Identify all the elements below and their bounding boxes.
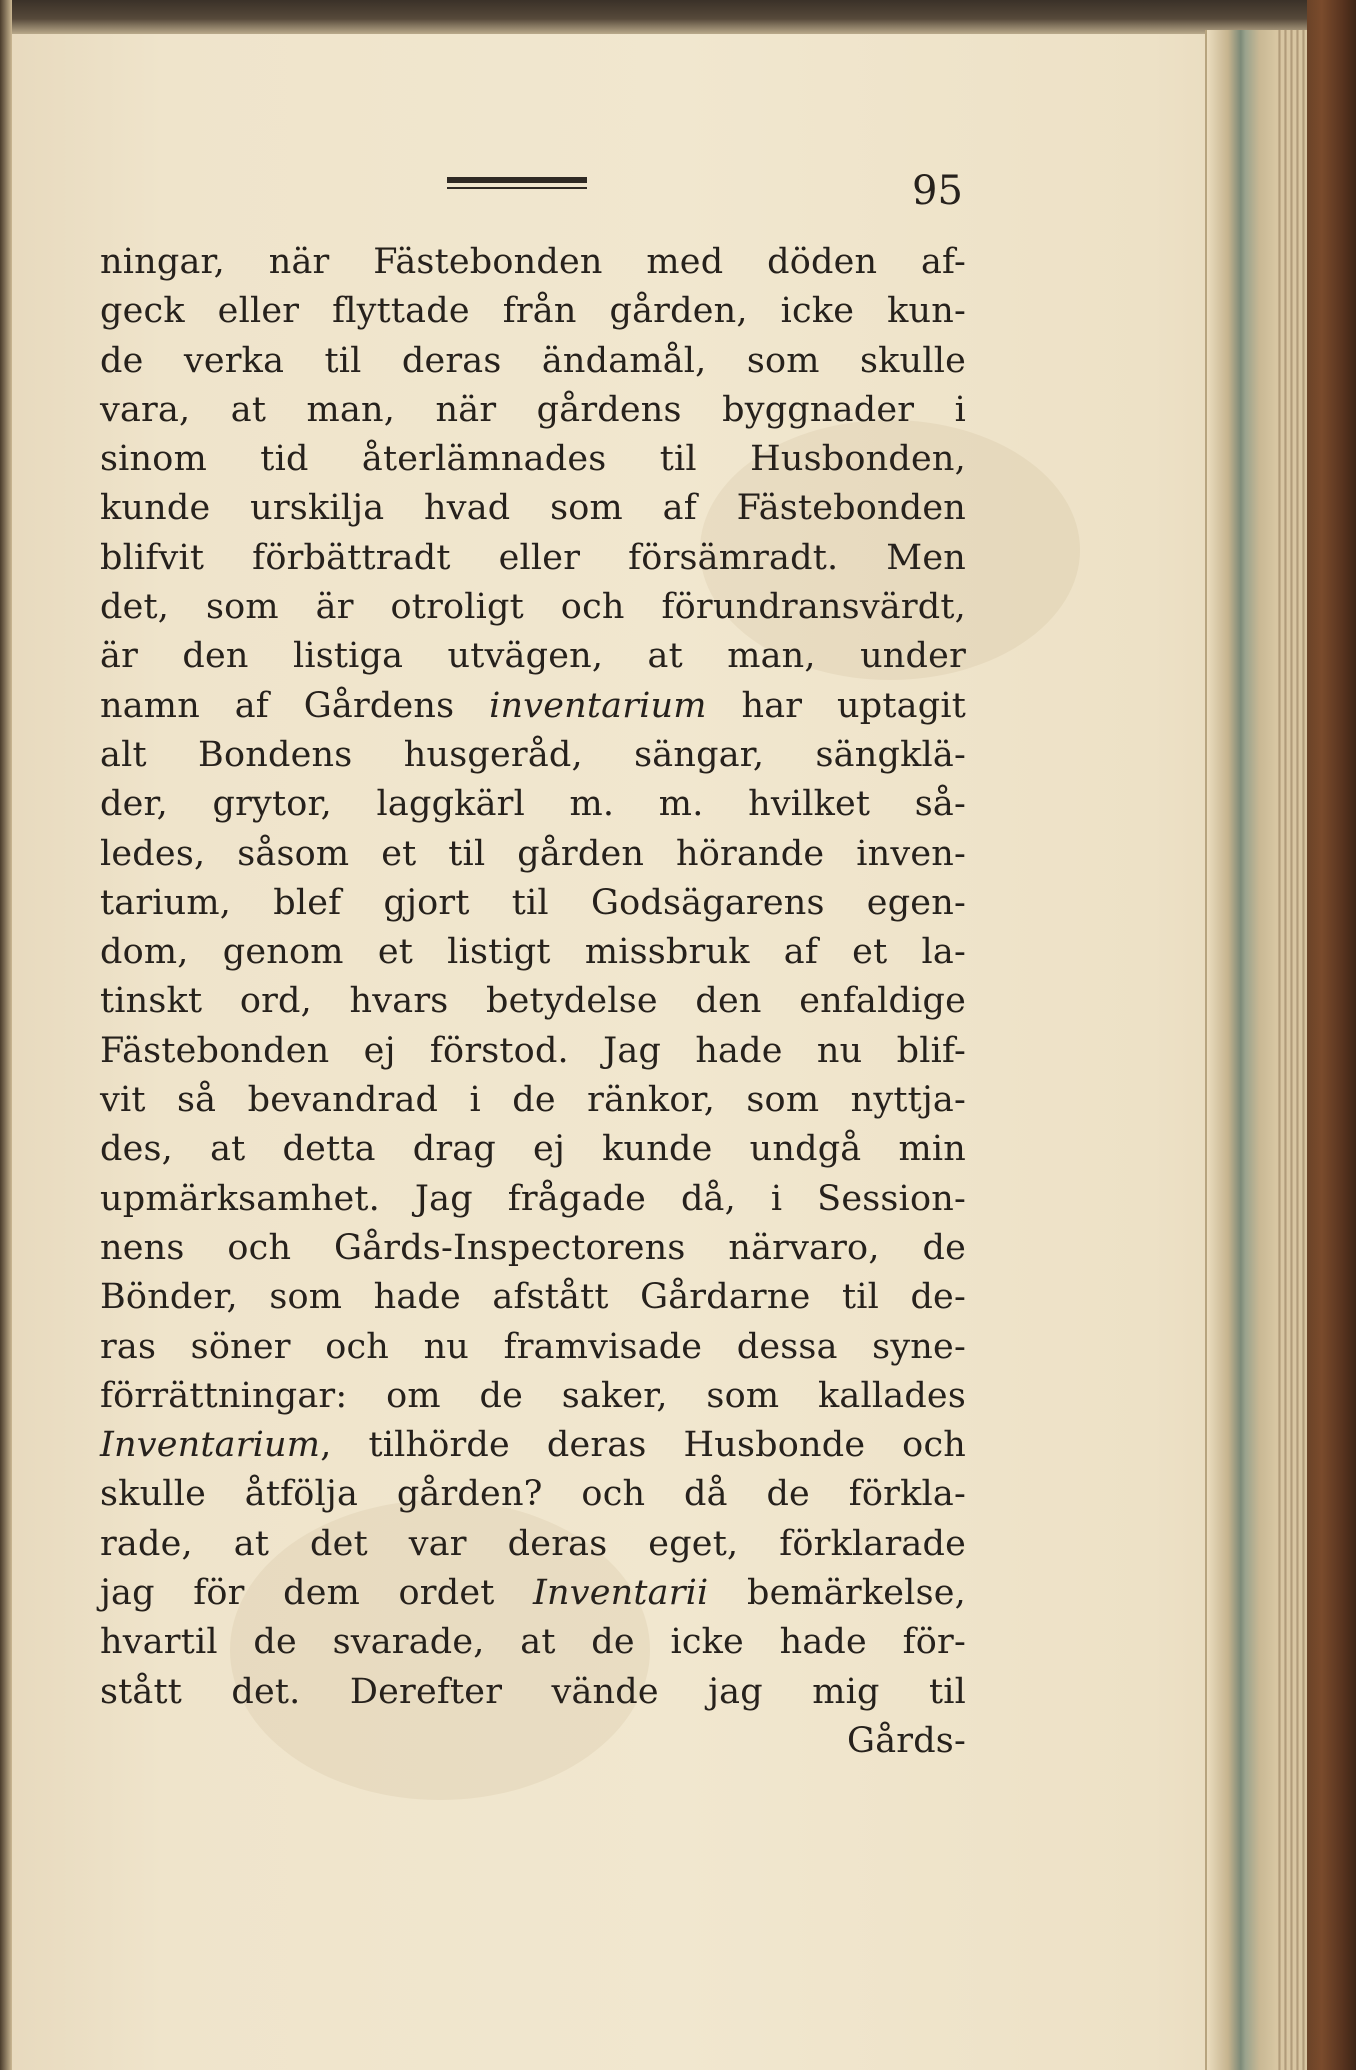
text-segment: tarium, blef gjort til Godsägarens egen- (100, 882, 966, 923)
italic-term: Inventarii (533, 1573, 709, 1614)
header-rule-thin (447, 187, 587, 189)
text-line (100, 1175, 966, 1224)
text-segment: tinskt ord, hvars betydelse den enfaldige (100, 981, 966, 1022)
text-segment: sinom tid återlämnades til Husbonden, (100, 439, 966, 480)
text-line (100, 977, 966, 1026)
body-text (100, 238, 966, 1766)
text-segment: kunde urskilja hvad som af Fästebonden (100, 488, 966, 529)
text-segment: skulle åtfölja gården? och då de förkla- (100, 1474, 966, 1515)
text-segment: jag för dem ordet (100, 1573, 533, 1614)
header-rule (447, 177, 587, 191)
page-gutter (1205, 30, 1277, 2070)
text-line (100, 928, 966, 977)
text-segment: är den listiga utvägen, at man, under (100, 636, 966, 677)
text-line (100, 1323, 966, 1372)
text-segment: bemärkelse, (708, 1573, 966, 1614)
text-segment: har uptagit (706, 685, 966, 726)
text-line (100, 1520, 966, 1569)
text-segment: Bönder, som hade afstått Gårdarne til de- (100, 1277, 966, 1318)
text-segment: ningar, när Fästebonden med döden af- (100, 242, 966, 282)
text-line (100, 1027, 966, 1076)
text-segment: rade, at det var deras eget, förklarade (100, 1523, 966, 1564)
text-line (100, 632, 966, 681)
text-line (100, 1470, 966, 1519)
text-segment: alt Bondens husgeråd, sängar, sängklä- (100, 734, 966, 775)
text-segment: dom, genom et listigt missbruk af et la- (100, 932, 966, 973)
text-segment: des, at detta drag ej kunde undgå min (100, 1129, 966, 1170)
text-segment: upmärksamhet. Jag frågade då, i Session- (100, 1178, 966, 1219)
text-segment: ledes, såsom et til gården hörande inven- (100, 833, 966, 874)
text-line (100, 583, 966, 632)
text-line (100, 238, 966, 287)
text-line (100, 731, 966, 780)
left-page-edge (0, 0, 12, 2070)
text-line (100, 1076, 966, 1125)
text-line (100, 1125, 966, 1174)
text-segment: vit så bevandrad i de ränkor, som nyttja- (100, 1080, 966, 1121)
text-segment: , tilhörde deras Husbonde och (320, 1425, 966, 1466)
text-line (100, 1717, 966, 1766)
text-line (100, 780, 966, 829)
text-line (100, 287, 966, 336)
text-segment: geck eller flyttade från gården, icke kun- (100, 291, 966, 332)
text-line (100, 386, 966, 435)
text-line (100, 1372, 966, 1421)
text-segment: der, grytor, laggkärl m. m. hvilket så- (100, 784, 966, 825)
text-line (100, 435, 966, 484)
text-line (100, 830, 966, 879)
text-segment: blifvit förbättradt eller försämradt. Men (100, 537, 966, 578)
stacked-page-edges (1275, 30, 1307, 2070)
italic-term: inventarium (489, 685, 707, 726)
text-segment: Fästebonden ej förstod. Jag hade nu blif- (100, 1030, 966, 1071)
text-line (100, 1224, 966, 1273)
text-line (100, 1668, 966, 1717)
text-line (100, 879, 966, 928)
header-rule-thick (447, 177, 587, 183)
text-line (100, 534, 966, 583)
text-segment: ras söner och nu framvisade dessa syne- (100, 1326, 966, 1367)
top-page-edge (0, 0, 1356, 34)
book-binding (1307, 0, 1356, 2070)
text-segment: vara, at man, när gårdens byggnader i (100, 389, 966, 430)
text-segment: de verka til deras ändamål, som skulle (100, 340, 966, 381)
text-segment: stått det. Derefter vände jag mig til (100, 1671, 966, 1712)
text-segment: det, som är otroligt och förundransvärdt, (100, 587, 966, 628)
text-segment: förrättningar: om de saker, som kallades (100, 1375, 966, 1416)
text-line (100, 1618, 966, 1667)
text-segment: nens och Gårds-Inspectorens närvaro, de (100, 1227, 966, 1268)
text-line (100, 1569, 966, 1618)
page-number: 95 (912, 168, 963, 214)
text-line (100, 682, 966, 731)
text-segment: Gårds- (847, 1720, 966, 1761)
italic-term: Inventarium (100, 1425, 321, 1466)
text-segment: namn af Gårdens (100, 685, 490, 726)
text-line (100, 337, 966, 386)
text-segment: hvartil de svarade, at de icke hade för- (100, 1622, 966, 1663)
text-line (100, 484, 966, 533)
text-line (100, 1273, 966, 1322)
text-line (100, 1421, 966, 1470)
